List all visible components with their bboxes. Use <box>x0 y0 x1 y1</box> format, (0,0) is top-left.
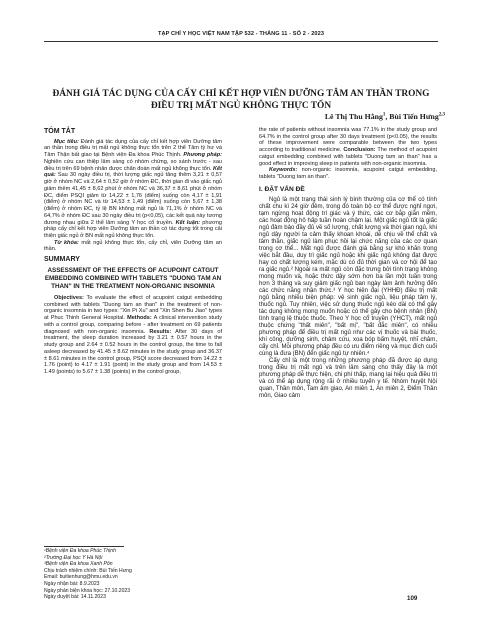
keywords-text-vi: mất ngủ không thực tổn, cấy chỉ, viên Dưỡng tâm an thần. <box>44 239 222 253</box>
objectives-text: To evaluate the effect of acupoint catgut embedding combined with tablets "Duong tam an than" in the treatment of non-organic insomnia in two types: "Xin Pi Xu" and "Xin Shen Bu Jiao" types at Phuc Thinh General Hospital. <box>44 294 222 322</box>
summary-en <box>44 295 222 376</box>
author-separator: , <box>385 112 390 121</box>
footnote-affil-2: ²Trường Đại học Y Hà Nội <box>44 554 103 561</box>
conclusion-text-vi: phương pháp cấy chỉ kết hợp viên Dưỡng tâm an thần có tác dụng tốt trong cải thiện giấc ngủ ở BN mất ngủ không thực tổn. <box>44 219 222 240</box>
keywords-vi <box>44 240 222 253</box>
method-label: Phương pháp: <box>183 152 223 159</box>
footnotes <box>44 548 229 601</box>
summary-cont-text: the rate of patients without insomnia was 77.1% in the study group and 64.7% in the control group after 30 days treatment (p<0.05), the results of these improvement were comparable between the two types according to traditional medicine. <box>259 127 437 154</box>
journal-header: TẠP CHÍ Y HỌC VIỆT NAM TẬP 532 - THÁNG 11 - SỐ 2 - 2023 <box>157 31 325 37</box>
footnote-reviewed: Ngày phản biện khoa học: 27.10.2023 <box>44 587 131 594</box>
objective-text: Đánh giá tác dụng của cấy chỉ kết hợp viên Dưỡng tâm an thần trong điều trị mất ngủ không thực tổn trên 2 thể Tâm tỳ hư và Tâm Thận bất giao tại Bệnh viện Đa khoa Phúc Thịnh. <box>44 138 223 159</box>
conclusion-label-vi: Kết luận: <box>175 219 201 226</box>
footnote-corresponding: Chịu trách nhiệm chính: Bùi Tiến Hưng <box>44 567 132 574</box>
objective-label: Mục tiêu: <box>54 138 79 145</box>
footnote-rule <box>44 546 124 547</box>
footnote-accepted: Ngày duyệt bài: 14.11.2023 <box>44 594 106 601</box>
method-text: Nghiên cứu can thiệp lâm sàng có nhóm chứng, so sánh trước - sau điều trị trên 69 bệnh nhân được chẩn đoán mất ngủ không thực tổn. <box>44 158 222 172</box>
summary-en-continued <box>259 127 437 167</box>
footnote-email: Email: buitienhung@hmu.edu.vn <box>44 574 118 581</box>
keywords-text-en: non-organic insomnia, acupoint catgut embedding, tablets "Duong tam an than". <box>259 167 437 181</box>
results-text: After 30 days of treatment, the sleep duration increased by 3.21 ± 0.57 hours in the study group and 2.64 ± 0.52 hours in the control group, the time to fall asleep decreased by 41.45 ± 8.62 minutes in the study group and 36.37 ± 8.61 minutes in the control group, PSQI score decreased from 14.22 ± 1.76 (point) to 4.17 ± 1.91 (point) in the study group and from 14.53 ± 1.49 (points) to 5.67 ± 1.38 (points) in the control group, <box>44 328 222 376</box>
footnote-affil-1: ¹Bệnh viện Đa khoa Phúc Thịnh <box>44 548 116 554</box>
results-label: Results: <box>149 328 172 335</box>
footnote-affil-3: ³Bệnh viện Đa khoa Xanh Pôn <box>44 561 113 568</box>
summary-title: ASSESSMENT OF THE EFFECTS OF ACUPOINT CATGUT EMBEDDING COMBINED WITH TABLETS "DUONG TAM AN THAN" IN THE TREATMENT NON-ORGANIC INSOMNIA <box>44 266 222 290</box>
page-number: 109 <box>407 595 418 602</box>
intro-paragraph-2: Cấy chỉ là một trong những phương pháp đã được áp dụng trong điều trị mất ngủ và trên lâm sàng cho thấy đây là một phương pháp dễ thực hiện, chi phí thấp, mang lại hiệu quả điều trị và có thể áp dụng rộng rãi ở nhiều tuyến y tế. Nhóm huyệt Nội quan, Thần môn, Tam âm giao, An miên 1, An miên 2, Điểm Thần môn, Giao cảm <box>259 357 437 400</box>
author-1-affil: 1 <box>382 112 386 118</box>
result-text: Sau 30 ngày điều trị, thời lượng giấc ngủ tăng thêm 3,21 ± 0,57 giờ ở nhóm NC và 2,64 ± 0,52 giờ ở nhóm ĐC, thời gian đi vào giấc ngủ giảm thêm 41,45 ± 8,62 phút ở nhóm NC và 36,37 ± 8,61 phút ở nhóm ĐC, điểm PSQI giảm từ 14,22 ± 1,76 (điểm) xuống còn 4,17 ± 1,91 (điểm) ở nhóm NC và từ 14,53 ± 1,49 (điểm) xuống còn 5,67 ± 1,38 (điểm) ở nhóm ĐC, tỷ lệ BN không mất ngủ là 71,1% ở nhóm NC và 64,7% ở nhóm ĐC sau 30 ngày điều trị (p<0,05), các kết quả này tương đương nhau giữa 2 thể lâm sàng Y học cổ truyền. <box>44 172 222 226</box>
left-column <box>44 127 222 376</box>
abstract-heading-vi: TÓM TẮT <box>44 128 76 135</box>
right-column <box>259 127 437 400</box>
keywords-label-en: Keywords: <box>269 167 298 174</box>
objectives-label: Objectives: <box>54 294 84 301</box>
result-label: Kết quả: <box>44 165 222 179</box>
abstract-vi <box>44 139 222 240</box>
footnote-received: Ngày nhận bài: 8.9.2023 <box>44 580 100 587</box>
methods-label: Methods: <box>127 315 152 322</box>
article-title: ĐÁNH GIÁ TÁC DỤNG CỦA CẤY CHỈ KẾT HỢP VIÊN DƯỠNG TÂM AN THẦN TRONG ĐIỀU TRỊ MẤT NGỦ KHÔNG THỰC TỔN <box>52 89 430 111</box>
summary-heading: SUMMARY <box>44 256 80 264</box>
author-2: Bùi Tiến Hưng <box>389 112 439 121</box>
section-heading-intro: I. ĐẶT VẤN ĐỀ <box>259 185 305 193</box>
intro-paragraph-1: Ngủ là một trạng thái sinh lý bình thường của cơ thể có tính chất chu kì 24 giờ đêm, trong đó toàn bộ cơ thể được nghỉ ngơi, tạm ngừng hoạt động trí giác và ý thức, các cơ bắp giãn mềm, các hoạt động hô hấp tuần hoàn chậm lại. Một giấc ngủ tốt là giấc ngủ đảm bảo đầy đủ về số lượng, chất lượng và thời gian ngủ, khi ngủ dậy người ta cảm thấy khoan khoái, dễ chịu về thể chất và tâm thần, giấc ngủ làm phục hồi lại chức năng của các cơ quan trong cơ thể... Mất ngủ được đánh giá bằng sự khó khăn trong việc bắt đầu, duy trì giấc ngủ hoặc khi giấc ngủ không đạt được hay có chất lượng kém, mặc dù có đủ thời gian và cơ hội để tạo ra giấc ngủ.² Ngoài ra mất ngủ còn đặc trưng bởi tình trạng không mong muốn và, hoặc thức dậy sớm hơn ba lần một tuần trong hơn 3 tháng và suy giảm giấc ngủ ban ngày làm ảnh hưởng đến các chức năng nhận thức.³ Y học hiện đại (YHHĐ) điều trị mất ngủ bằng nhiều biện pháp: vệ sinh giấc ngủ, liệu pháp tâm lý, thuốc ngủ. Tuy nhiên, việc sử dụng thuốc ngủ kéo dài có thể gây tác dụng không mong muốn hoặc có thể gây cho bệnh nhân (BN) tình trạng lệ thuộc thuốc. Theo Y học cổ truyền (YHCT), mất ngủ thuộc chứng "thất miên", "bất mị", "bất đắc miên", có nhiều phương pháp để điều trị mất ngủ như các vị thuốc và bài thuốc, khí công, dưỡng sinh, châm cứu, xoa bóp bấm huyệt, nhĩ châm, cấy chỉ. Mỗi phương pháp đều có ưu điểm riêng và mục đích cuối cùng là đưa (BN) đến giấc ngủ tự nhiên.⁴ <box>259 196 437 357</box>
authors <box>250 112 445 121</box>
conclusion-text-en: The method of acupoint catgut embedding combined with tablets "Duong tam an than" has a good effect in improving sleep in patients with non-organic insomnia. <box>259 147 437 167</box>
keywords-en <box>259 167 437 180</box>
author-1: Lê Thị Thu Hằng <box>324 112 383 121</box>
header-rule <box>44 41 438 42</box>
author-2-affil: 2,3 <box>438 112 445 118</box>
keywords-label-vi: Từ khóa: <box>54 239 79 246</box>
conclusion-label-en: Conclusion: <box>343 147 376 154</box>
methods-text: A clinical intervention study with a control group, comparing before - after treatment on 69 patients diagnosed with non-organic insomnia. <box>44 315 222 335</box>
